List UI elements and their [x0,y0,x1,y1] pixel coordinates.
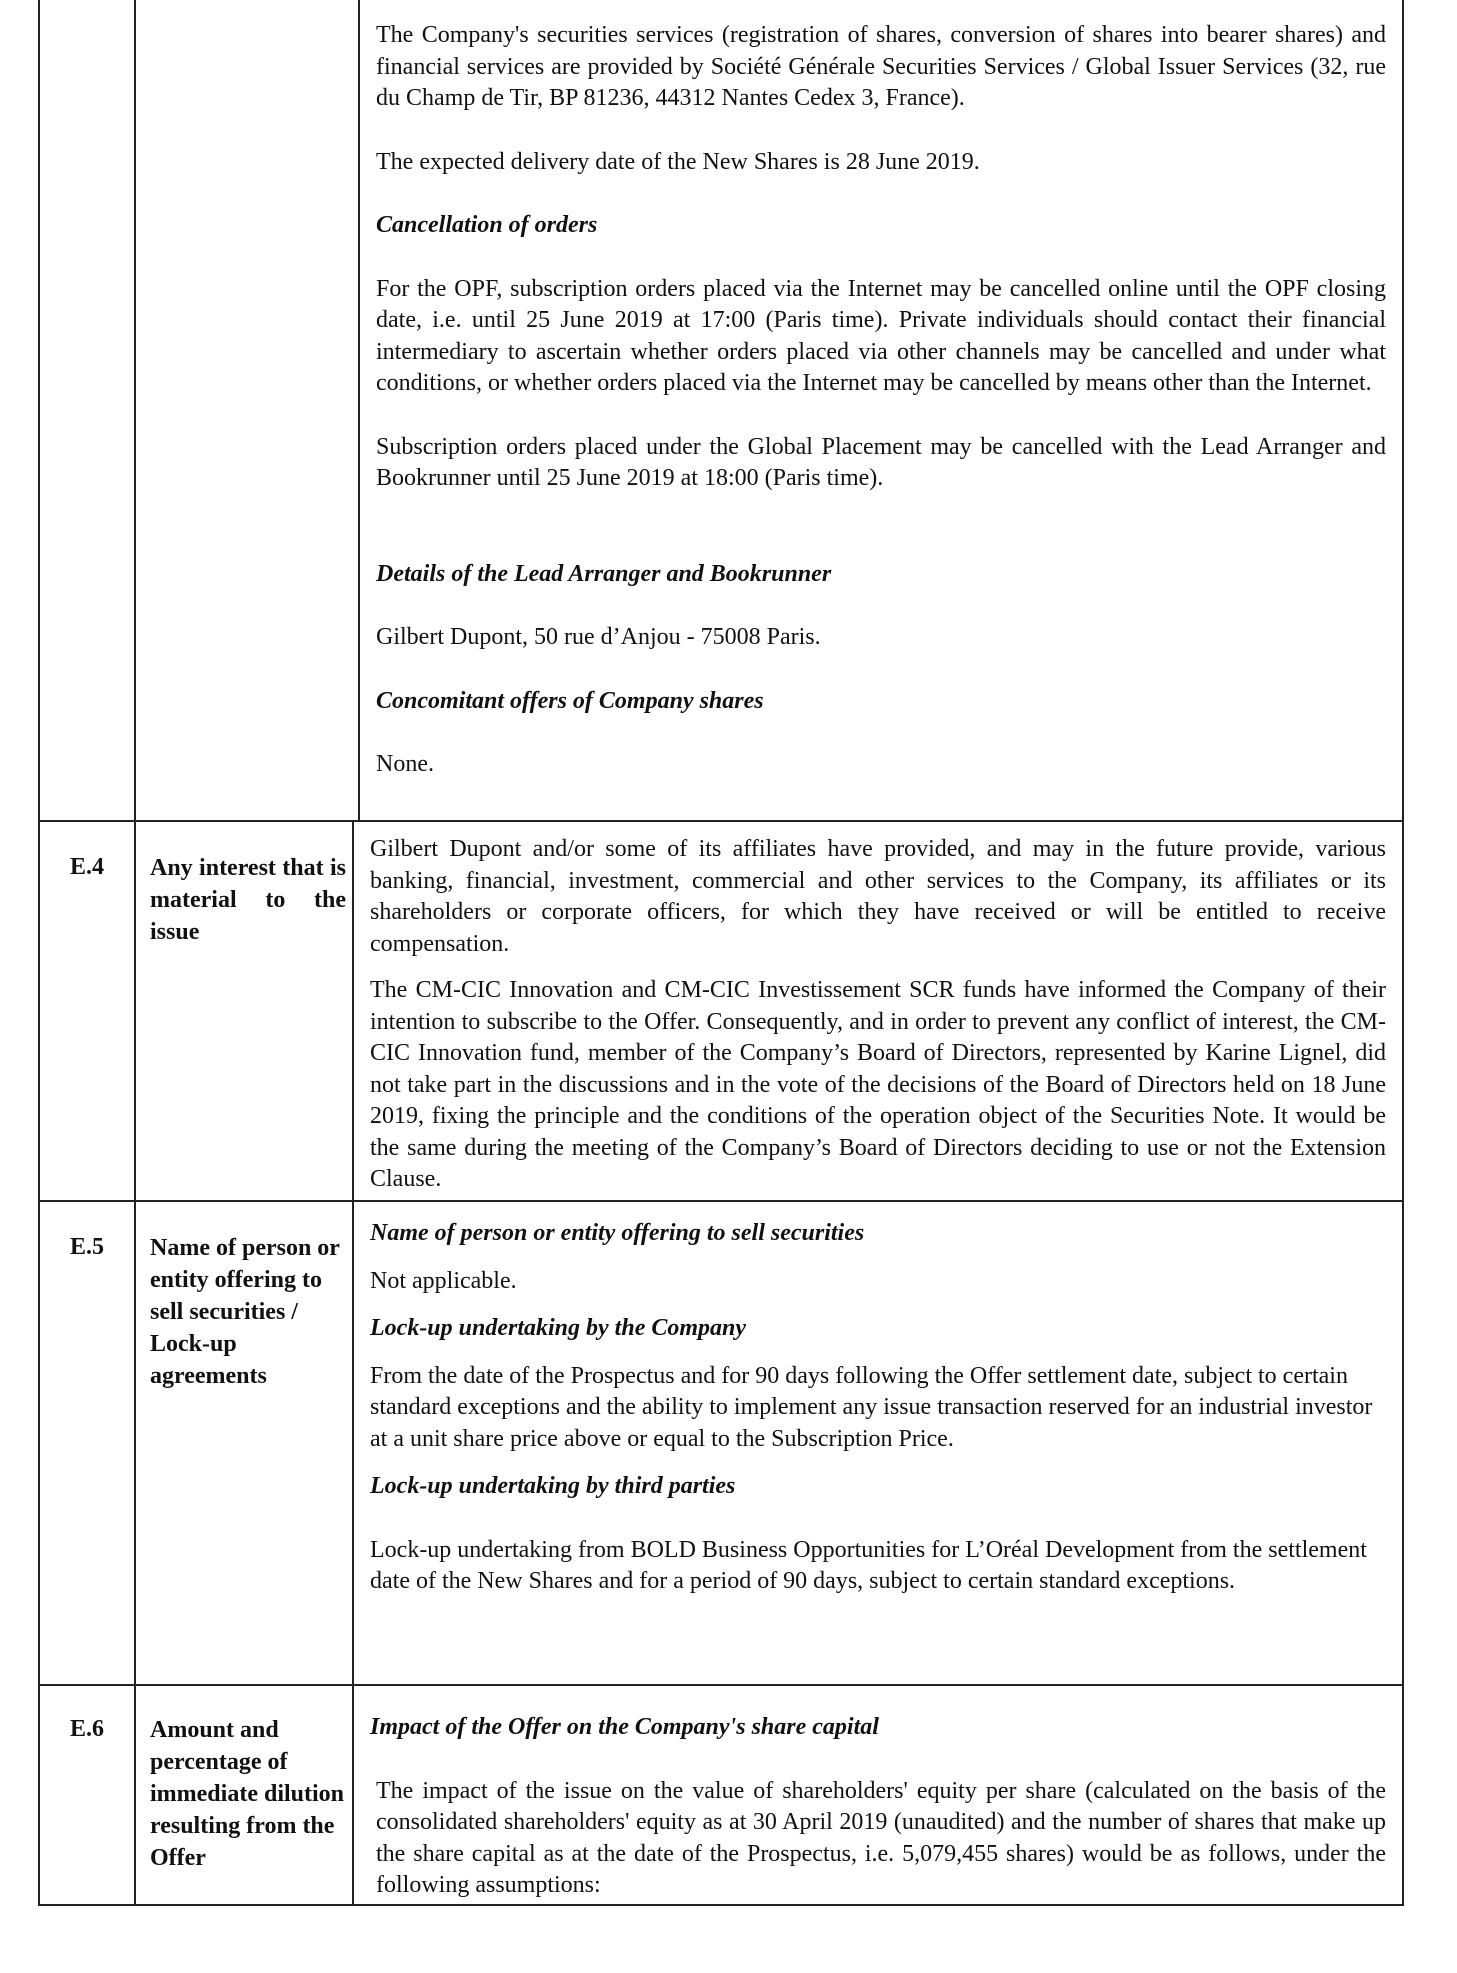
column-divider [352,1686,354,1904]
lead-arranger-heading: Details of the Lead Arranger and Bookrunner [376,560,832,587]
column-divider [134,1686,136,1904]
interest-paragraph-1: Gilbert Dupont and/or some of its affiliates have provided, and may in the future provide, various banking, financial, investment, commercial and other services to the Company, its affiliates or its shareholders or corporate officers, for which they have received or will be entitled to receive compensation. [370,836,1386,957]
company-lockup-heading: Lock-up undertaking by the Company [370,1315,747,1341]
lead-arranger-address: Gilbert Dupont, 50 rue d’Anjou - 75008 Paris. [376,624,821,650]
table-row-e5 [38,1202,1404,1686]
section-code: E.6 [69,1716,104,1742]
row-content [376,20,1386,781]
opf-cancellation-paragraph: For the OPF, subscription orders placed via the Internet may be cancelled online until the OPF closing date, i.e. until 25 June 2019 at 17:00 (Paris time). Private individuals should contact their financial intermediary to ascertain whether orders placed via other channels may be cancelled and under what conditions, or whether orders placed via the Internet may be cancelled by means other than the Internet. [376,275,1386,396]
section-label: Any interest that is material to the issue [150,855,346,945]
column-divider [134,0,136,820]
column-divider [134,1202,136,1684]
section-label: Amount and percentage of immediate dilution resulting from the Offer [150,1717,345,1871]
section-code: E.4 [69,854,104,880]
row-content [370,1712,1386,1902]
row-content [370,1218,1386,1598]
dilution-impact-heading: Impact of the Offer on the Company's share capital [370,1714,879,1740]
global-placement-paragraph: Subscription orders placed under the Global Placement may be cancelled with the Lead Arranger and Bookrunner until 25 June 2019 at 18:00 (Paris time). [376,433,1386,491]
column-divider [134,822,136,1200]
column-divider [352,1202,354,1684]
table-row-e4 [38,822,1404,1202]
section-label: Name of person or entity offering to sell securities / Lock-up agreements [150,1235,340,1389]
third-party-lockup-paragraph: Lock-up undertaking from BOLD Business Opportunities for L’Oréal Development from the settlement date of the New Shares and for a period of 90 days, subject to certain standard exceptions. [370,1536,1367,1594]
cancellation-heading: Cancellation of orders [376,212,598,238]
table-row-continuation [38,0,1404,822]
table-row-e6 [38,1686,1404,1906]
seller-heading: Name of person or entity offering to sell securities [370,1220,865,1246]
row-content [370,834,1386,1196]
summary-table [38,0,1404,1906]
securities-services-paragraph: The Company's securities services (registration of shares, conversion of shares into bearer shares) and financial services are provided by Société Générale Securities Services / Global Issuer Services (32, rue du Champ de Tir, BP 81236, 44312 Nantes Cedex 3, France). [376,22,1386,111]
column-divider [358,0,360,820]
section-code: E.5 [69,1234,104,1260]
interest-paragraph-2: The CM-CIC Innovation and CM-CIC Investissement SCR funds have informed the Company of their intention to subscribe to the Offer. Consequently, and in order to prevent any conflict of interest, the CM-CIC Innovation fund, member of the Company’s Board of Directors, represented by Karine Lignel, did not take part in the discussions and in the vote of the decisions of the Board of Directors held on 18 June 2019, fixing the principle and the conditions of the operation object of the Securities Note. It would be the same during the meeting of the Company’s Board of Directors deciding to use or not the Extension Clause. [370,977,1386,1192]
concomitant-offers-heading: Concomitant offers of Company shares [376,687,764,714]
seller-not-applicable: Not applicable. [370,1267,517,1294]
delivery-date-paragraph: The expected delivery date of the New Shares is 28 June 2019. [376,148,980,175]
dilution-impact-paragraph: The impact of the issue on the value of shareholders' equity per share (calculated on the basis of the consolidated shareholders' equity as at 30 April 2019 (unaudited) and the number of shares that make up the share capital as at the date of the Prospectus, i.e. 5,079,455 shares) would be as follows, under the following assumptions: [376,1777,1386,1898]
concomitant-none: None. [376,751,434,777]
column-divider [352,822,354,1200]
company-lockup-paragraph: From the date of the Prospectus and for 90 days following the Offer settlement date, subject to certain standard exceptions and the ability to implement any issue transaction reserved for an industrial investor at a unit share price above or equal to the Subscription Price. [370,1362,1373,1452]
third-party-lockup-heading: Lock-up undertaking by third parties [370,1473,736,1499]
